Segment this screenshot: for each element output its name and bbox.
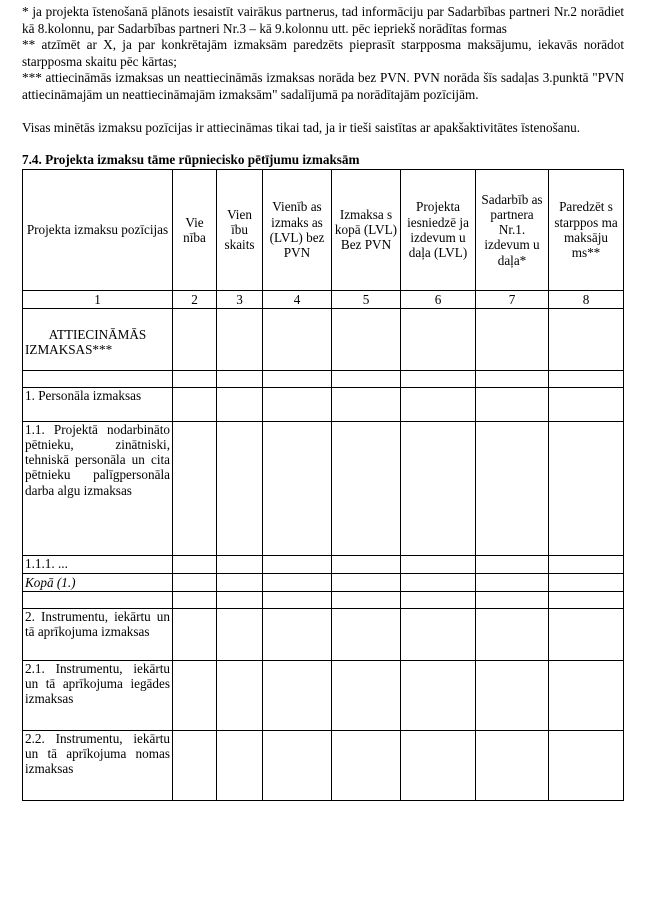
value-cell xyxy=(332,387,401,421)
column-number: 3 xyxy=(217,290,263,308)
value-cell xyxy=(549,370,624,387)
cost-item-label: 2.2. Instrumentu, iekārtu un tā aprīkojuma nomas izmaksas xyxy=(23,730,173,800)
value-cell xyxy=(332,421,401,555)
table-row xyxy=(23,660,624,730)
header-total-cost: Izmaksa s kopā (LVL) Bez PVN xyxy=(332,169,401,290)
value-cell xyxy=(263,555,332,573)
table-row xyxy=(23,370,624,387)
value-cell xyxy=(476,660,549,730)
value-cell xyxy=(332,370,401,387)
value-cell xyxy=(401,370,476,387)
value-cell xyxy=(476,608,549,660)
value-cell xyxy=(263,370,332,387)
value-cell xyxy=(173,608,217,660)
column-number: 8 xyxy=(549,290,624,308)
table-row xyxy=(23,730,624,800)
value-cell xyxy=(476,421,549,555)
table-row xyxy=(23,421,624,555)
value-cell xyxy=(217,608,263,660)
cost-item-label: 1.1. Projektā nodarbināto pētnieku, zinātniski, tehniskā personāla un cita pētnieku palīgpersonāla darba algu izmaksas xyxy=(23,421,173,555)
column-number: 7 xyxy=(476,290,549,308)
value-cell xyxy=(263,421,332,555)
value-cell xyxy=(549,660,624,730)
cost-estimate-table xyxy=(22,169,624,801)
value-cell xyxy=(476,308,549,370)
value-cell xyxy=(476,387,549,421)
value-cell xyxy=(173,660,217,730)
table-row xyxy=(23,555,624,573)
footnote-partners: * ja projekta īstenošanā plānots iesaistīt vairākus partnerus, tad informāciju par Sadarbības partneri Nr.2 norādiet kā 8.kolonnu, par Sadarbības partneri Nr.3 – kā 9.kolonnu utt. pēc iepriekš norādītas formas xyxy=(22,4,624,36)
footnote-vat: *** attiecināmās izmaksas un neattiecināmās izmaksas norāda bez PVN. PVN norāda šīs sadaļas 3.punktā "PVN attiecināmajām un neattiecināmajām izmaksām" sadalījumā pa norādītajām pozīcijām. xyxy=(22,70,624,102)
value-cell xyxy=(549,591,624,608)
value-cell xyxy=(549,730,624,800)
value-cell xyxy=(263,591,332,608)
value-cell xyxy=(173,591,217,608)
header-interim-payments: Paredzēt s starppos ma maksāju ms** xyxy=(549,169,624,290)
column-number: 1 xyxy=(23,290,173,308)
column-number: 6 xyxy=(401,290,476,308)
section-title: 7.4. Projekta izmaksu tāme rūpniecisko pētījumu izmaksām xyxy=(22,152,360,168)
value-cell xyxy=(332,573,401,591)
cost-item-label: Kopā (1.) xyxy=(23,573,173,591)
header-unit-cost: Vienīb as izmaks as (LVL) bez PVN xyxy=(263,169,332,290)
value-cell xyxy=(401,308,476,370)
table-row xyxy=(23,608,624,660)
header-unit: Vie nība xyxy=(173,169,217,290)
value-cell xyxy=(263,308,332,370)
value-cell xyxy=(263,730,332,800)
value-cell xyxy=(332,730,401,800)
value-cell xyxy=(476,730,549,800)
header-cost-items: Projekta izmaksu pozīcijas xyxy=(23,169,173,290)
value-cell xyxy=(476,591,549,608)
value-cell xyxy=(217,660,263,730)
table-header-row xyxy=(23,169,624,290)
value-cell xyxy=(263,573,332,591)
value-cell xyxy=(173,573,217,591)
value-cell xyxy=(401,573,476,591)
cost-item-label: ATTIECINĀMĀS IZMAKSAS*** xyxy=(23,308,173,370)
value-cell xyxy=(217,573,263,591)
value-cell xyxy=(263,660,332,730)
header-partner-share: Sadarbīb as partnera Nr.1. izdevum u daļa* xyxy=(476,169,549,290)
value-cell xyxy=(476,555,549,573)
eligibility-paragraph: Visas minētās izmaksu pozīcijas ir attiecināmas tikai tad, ja ir tieši saistītas ar apakšaktivitātes īstenošanu. xyxy=(22,119,581,135)
value-cell xyxy=(263,387,332,421)
empty-row-cell xyxy=(23,370,173,387)
value-cell xyxy=(476,370,549,387)
value-cell xyxy=(217,308,263,370)
value-cell xyxy=(401,730,476,800)
value-cell xyxy=(173,387,217,421)
value-cell xyxy=(332,608,401,660)
value-cell xyxy=(217,387,263,421)
value-cell xyxy=(401,608,476,660)
table-row xyxy=(23,591,624,608)
value-cell xyxy=(332,308,401,370)
value-cell xyxy=(401,660,476,730)
cost-item-label: 2.1. Instrumentu, iekārtu un tā aprīkojuma iegādes izmaksas xyxy=(23,660,173,730)
value-cell xyxy=(401,555,476,573)
value-cell xyxy=(549,387,624,421)
footnotes xyxy=(22,4,624,104)
cost-item-label: 1.1.1. ... xyxy=(23,555,173,573)
value-cell xyxy=(217,421,263,555)
value-cell xyxy=(217,370,263,387)
value-cell xyxy=(173,308,217,370)
column-number: 2 xyxy=(173,290,217,308)
footnote-interim-payment: ** atzīmēt ar X, ja par konkrētajām izmaksām paredzēts pieprasīt starpposma maksājumu, iekavās norādot starpposma skaitu pēc kārtas; xyxy=(22,37,624,69)
value-cell xyxy=(217,730,263,800)
value-cell xyxy=(263,608,332,660)
document-page xyxy=(22,4,624,801)
value-cell xyxy=(332,660,401,730)
value-cell xyxy=(173,730,217,800)
value-cell xyxy=(217,591,263,608)
header-unit-count: Vien ību skaits xyxy=(217,169,263,290)
value-cell xyxy=(332,555,401,573)
cost-item-label: 1. Personāla izmaksas xyxy=(23,387,173,421)
value-cell xyxy=(549,573,624,591)
value-cell xyxy=(401,387,476,421)
value-cell xyxy=(549,608,624,660)
header-applicant-share: Projekta iesniedzē ja izdevum u daļa (LVL) xyxy=(401,169,476,290)
column-number-row xyxy=(23,290,624,308)
table-row xyxy=(23,573,624,591)
value-cell xyxy=(476,573,549,591)
value-cell xyxy=(401,591,476,608)
table-row xyxy=(23,308,624,370)
value-cell xyxy=(332,591,401,608)
table-row xyxy=(23,387,624,421)
value-cell xyxy=(173,370,217,387)
column-number: 5 xyxy=(332,290,401,308)
value-cell xyxy=(549,308,624,370)
value-cell xyxy=(549,555,624,573)
empty-row-cell xyxy=(23,591,173,608)
value-cell xyxy=(401,421,476,555)
value-cell xyxy=(549,421,624,555)
value-cell xyxy=(173,421,217,555)
column-number: 4 xyxy=(263,290,332,308)
cost-item-label: 2. Instrumentu, iekārtu un tā aprīkojuma izmaksas xyxy=(23,608,173,660)
value-cell xyxy=(173,555,217,573)
value-cell xyxy=(217,555,263,573)
